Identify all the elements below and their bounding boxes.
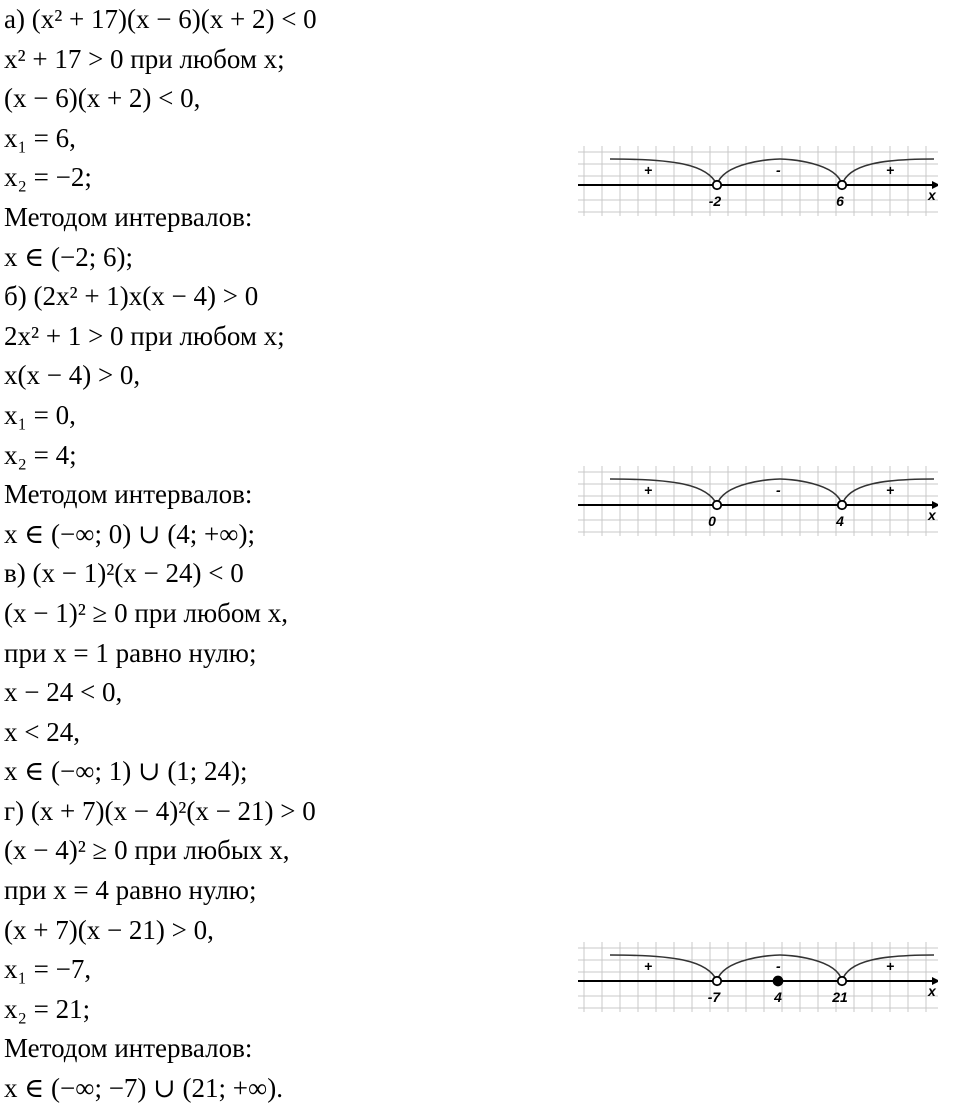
axis — [578, 501, 938, 509]
sign-label: - — [776, 482, 781, 498]
point-label: 4 — [836, 513, 844, 529]
solution-line: x ∈ (−2; 6); — [4, 241, 133, 272]
number-line-b — [578, 466, 938, 536]
point-labels — [708, 989, 848, 1005]
sign-label: + — [644, 482, 653, 498]
axis-label: x — [928, 187, 936, 203]
solution-line: (x − 4)² ≥ 0 при любых x, — [4, 835, 290, 866]
interval-diagram-a — [578, 146, 938, 216]
axis — [578, 977, 938, 985]
solution-line: при x = 1 равно нулю; — [4, 637, 257, 668]
point-labels — [708, 513, 844, 529]
solution-line: x ∈ (−∞; 0) ∪ (4; +∞); — [4, 518, 256, 549]
point-labels — [709, 193, 844, 209]
point-label: -7 — [707, 989, 721, 1005]
sign-label: + — [644, 958, 653, 974]
point-label: 4 — [774, 989, 782, 1005]
solution-line: x₂ = −2; — [4, 162, 92, 193]
solution-line: x₂ = 21; — [4, 993, 91, 1024]
axis — [578, 181, 938, 189]
point-label: -2 — [708, 193, 722, 209]
sign-label: + — [886, 162, 895, 178]
solution-line: Методом интервалов: — [4, 479, 253, 510]
solution-text — [4, 0, 564, 1109]
number-line-d — [578, 942, 938, 1012]
solution-line: x₁ = 6, — [4, 122, 76, 153]
interval-diagram-b — [578, 466, 938, 536]
axis-label: x — [928, 983, 936, 999]
solution-line: x₁ = 0, — [4, 399, 76, 430]
solution-line: в) (x − 1)²(x − 24) < 0 — [4, 558, 244, 589]
solution-line: а) (x² + 17)(x − 6)(x + 2) < 0 — [4, 4, 317, 34]
solution-line: x ∈ (−∞; −7) ∪ (21; +∞). — [4, 1073, 284, 1104]
solution-line: x(x − 4) > 0, — [4, 360, 141, 391]
solution-line: Методом интервалов: — [4, 1033, 253, 1064]
point-label: 0 — [708, 513, 716, 529]
solution-line: x − 24 < 0, — [4, 677, 123, 708]
solution-line: (x − 6)(x + 2) < 0, — [4, 83, 201, 114]
interval-diagram-d — [578, 942, 938, 1012]
solution-line: x < 24, — [4, 716, 80, 747]
sign-label: + — [886, 482, 895, 498]
solution-line: x² + 17 > 0 при любом x; — [4, 43, 285, 74]
solution-line: Методом интервалов: — [4, 201, 253, 232]
sign-label: - — [776, 162, 781, 178]
point-label: 6 — [836, 193, 844, 209]
solution-line: 2x² + 1 > 0 при любом x; — [4, 320, 285, 351]
grid — [578, 146, 938, 216]
sign-label: - — [776, 958, 781, 974]
solution-line: x₁ = −7, — [4, 954, 92, 985]
solution-line: x ∈ (−∞; 1) ∪ (1; 24); — [4, 756, 248, 787]
solution-line: (x − 1)² ≥ 0 при любом x, — [4, 597, 288, 628]
grid — [578, 942, 938, 1012]
solution-line: г) (x + 7)(x − 4)²(x − 21) > 0 — [4, 795, 316, 826]
number-line-a — [578, 146, 938, 216]
solution-line: при x = 4 равно нулю; — [4, 875, 257, 906]
point-label: 21 — [832, 989, 848, 1005]
grid — [578, 466, 938, 536]
sign-label: + — [644, 162, 653, 178]
solution-line: (x + 7)(x − 21) > 0, — [4, 914, 214, 945]
sign-label: + — [886, 958, 895, 974]
solution-line: x₂ = 4; — [4, 439, 77, 470]
axis-label: x — [928, 507, 936, 523]
solution-line: б) (2x² + 1)x(x − 4) > 0 — [4, 281, 259, 312]
